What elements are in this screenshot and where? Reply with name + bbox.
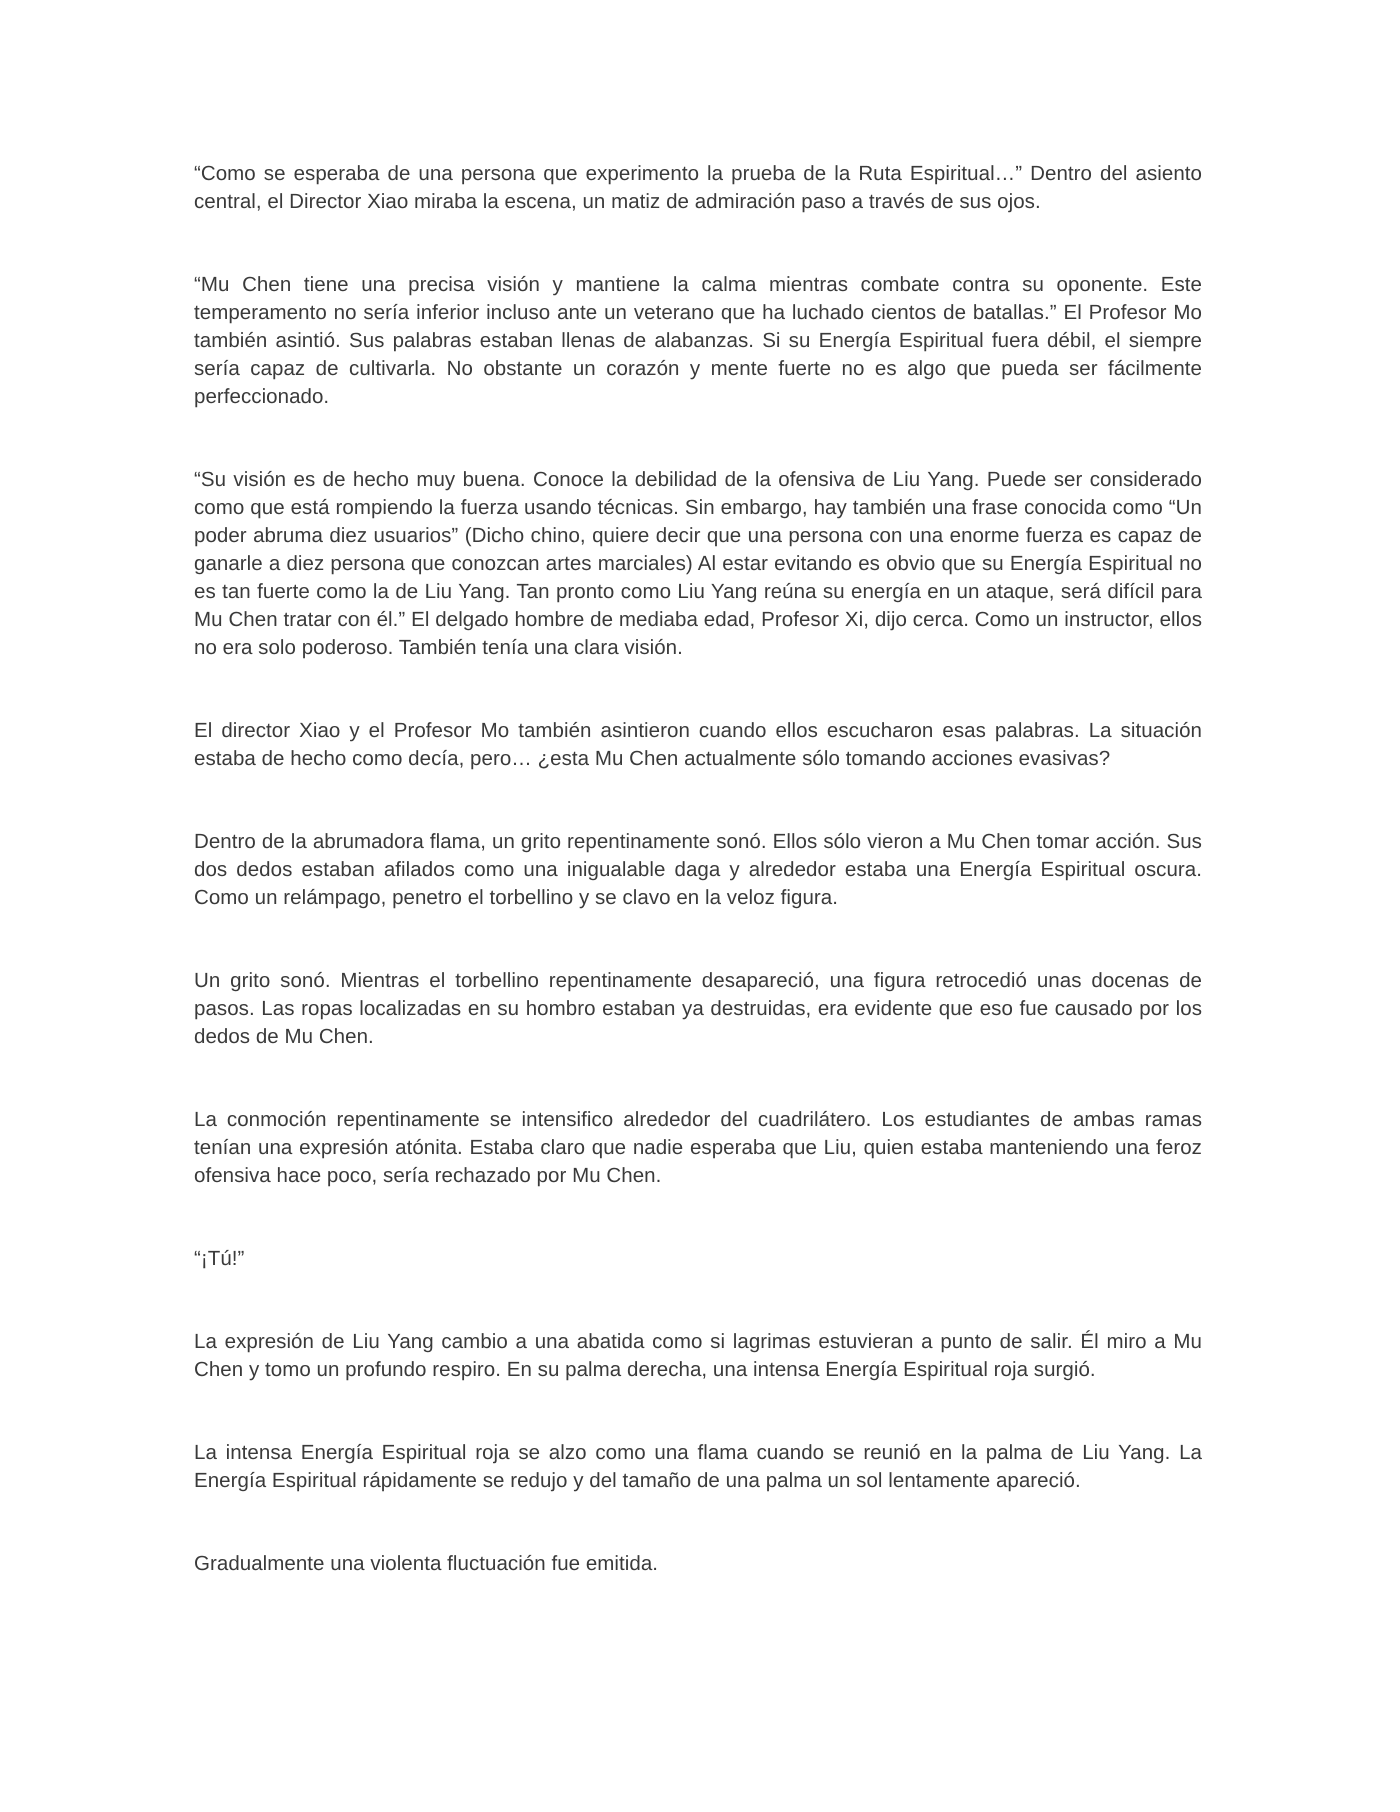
- document-body: [194, 160, 1202, 1578]
- paragraph-6: Un grito sonó. Mientras el torbellino repentinamente desapareció, una figura retrocedió unas docenas de pasos. Las ropas localizadas en su hombro estaban ya destruidas, era evidente que eso fue causado por los dedos de Mu Chen.: [194, 969, 1202, 1048]
- paragraph-1: “Como se esperaba de una persona que experimento la prueba de la Ruta Espiritual…” Dentro del asiento central, el Director Xiao miraba la escena, un matiz de admiración paso a través de sus ojos.: [194, 162, 1202, 213]
- paragraph-8: “¡Tú!”: [194, 1247, 245, 1270]
- paragraph-7: La conmoción repentinamente se intensifico alrededor del cuadrilátero. Los estudiantes de ambas ramas tenían una expresión atónita. Estaba claro que nadie esperaba que Liu, quien estaba manteniendo una feroz ofensiva hace poco, sería rechazado por Mu Chen.: [194, 1108, 1202, 1187]
- paragraph-9: La expresión de Liu Yang cambio a una abatida como si lagrimas estuvieran a punto de salir. Él miro a Mu Chen y tomo un profundo respiro. En su palma derecha, una intensa Energía Espiritual roja surgió.: [194, 1330, 1202, 1381]
- paragraph-5: Dentro de la abrumadora flama, un grito repentinamente sonó. Ellos sólo vieron a Mu Chen tomar acción. Sus dos dedos estaban afilados como una inigualable daga y alrededor estaba una Energía Espiritual oscura. Como un relámpago, penetro el torbellino y se clavo en la veloz figura.: [194, 830, 1202, 909]
- paragraph-10: La intensa Energía Espiritual roja se alzo como una flama cuando se reunió en la palma de Liu Yang. La Energía Espiritual rápidamente se redujo y del tamaño de una palma un sol lentamente apareció.: [194, 1441, 1202, 1492]
- paragraph-4: El director Xiao y el Profesor Mo también asintieron cuando ellos escucharon esas palabras. La situación estaba de hecho como decía, pero… ¿esta Mu Chen actualmente sólo tomando acciones evasivas?: [194, 719, 1202, 770]
- paragraph-11: Gradualmente una violenta fluctuación fue emitida.: [194, 1552, 659, 1575]
- paragraph-3: “Su visión es de hecho muy buena. Conoce la debilidad de la ofensiva de Liu Yang. Puede ser considerado como que está rompiendo la fuerza usando técnicas. Sin embargo, hay también una frase conocida como “Un poder abruma diez usuarios” (Dicho chino, quiere decir que una persona con una enorme fuerza es capaz de ganarle a diez persona que conozcan artes marciales) Al estar evitando es obvio que su Energía Espiritual no es tan fuerte como la de Liu Yang. Tan pronto como Liu Yang reúna su energía en un ataque, será difícil para Mu Chen tratar con él.” El delgado hombre de mediaba edad, Profesor Xi, dijo cerca. Como un instructor, ellos no era solo poderoso. También tenía una clara visión.: [194, 468, 1202, 659]
- paragraph-2: “Mu Chen tiene una precisa visión y mantiene la calma mientras combate contra su oponente. Este temperamento no sería inferior incluso ante un veterano que ha luchado cientos de batallas.” El Profesor Mo también asintió. Sus palabras estaban llenas de alabanzas. Si su Energía Espiritual fuera débil, el siempre sería capaz de cultivarla. No obstante un corazón y mente fuerte no es algo que pueda ser fácilmente perfeccionado.: [194, 273, 1202, 408]
